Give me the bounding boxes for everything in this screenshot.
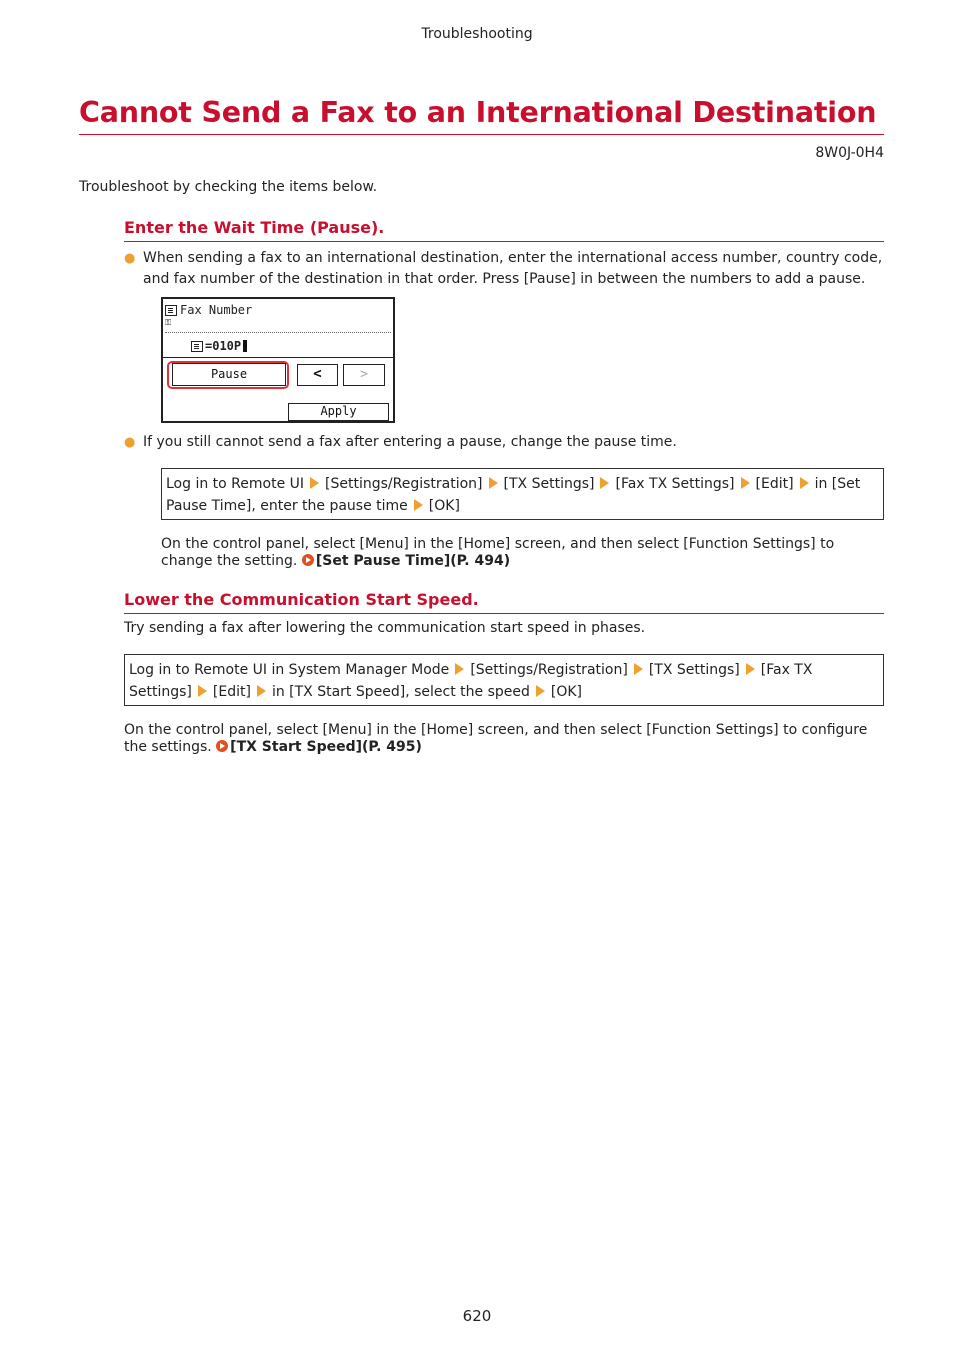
arrow-right-icon — [634, 663, 643, 675]
arrow-right-icon — [741, 477, 750, 489]
step: in [TX Start Speed], select the speed — [271, 684, 530, 700]
step: [OK] — [550, 684, 582, 700]
step: Log in to Remote UI in System Manager Mode — [129, 662, 450, 678]
link-arrow-icon — [216, 740, 228, 752]
fax-number-label: Fax Number — [180, 303, 253, 317]
page-number: 620 — [462, 1307, 492, 1325]
screen-divider — [163, 357, 393, 358]
fax-number-header — [165, 303, 252, 317]
procedure-box — [124, 654, 884, 706]
intro-text: Troubleshoot by checking the items below. — [79, 179, 378, 195]
arrow-right-icon — [746, 663, 755, 675]
arrow-right-icon — [800, 477, 809, 489]
pause-button[interactable]: Pause — [172, 363, 286, 386]
bullet-item — [124, 432, 884, 453]
fax-number-screen — [161, 297, 395, 423]
fax-number-entry — [191, 339, 247, 353]
text-cursor — [243, 340, 247, 352]
note-text: On the control panel, select [Menu] in the [Home] screen, and then select [Function Settings] to configure the settings. — [124, 722, 868, 755]
step: [TX Settings] — [503, 476, 595, 492]
section-heading-speed: Lower the Communication Start Speed. — [124, 589, 884, 614]
forward-button[interactable]: > — [343, 364, 385, 386]
step: [Settings/Registration] — [325, 476, 483, 492]
dotted-divider — [165, 332, 391, 333]
bullet-dot-icon: ● — [124, 251, 136, 266]
step: in [Set Pause Time], enter the pause time — [166, 476, 861, 514]
arrow-right-icon — [414, 499, 423, 511]
note-paragraph — [124, 722, 884, 756]
tx-start-speed-link[interactable]: [TX Start Speed](P. 495) — [230, 739, 422, 755]
fax-icon — [191, 341, 203, 352]
link-arrow-icon — [302, 554, 314, 566]
section-intro: Try sending a fax after lowering the communication start speed in phases. — [124, 620, 646, 636]
back-button[interactable]: < — [297, 364, 338, 386]
arrow-right-icon — [489, 477, 498, 489]
step: [Settings/Registration] — [470, 662, 628, 678]
apply-button[interactable]: Apply — [288, 403, 389, 421]
arrow-right-icon — [600, 477, 609, 489]
arrow-right-icon — [536, 685, 545, 697]
arrow-right-icon — [310, 477, 319, 489]
running-header: Troubleshooting — [421, 26, 533, 42]
fax-icon — [165, 305, 177, 316]
bullet-dot-icon: ● — [124, 435, 136, 450]
bullet-text: When sending a fax to an international destination, enter the international access number, country code, and fax number of the destination in that order. Press [Pause] in between the numbers to add a pause. — [143, 250, 883, 287]
bullet-text: If you still cannot send a fax after entering a pause, change the pause time. — [143, 434, 677, 450]
note-paragraph — [161, 536, 884, 570]
arrow-right-icon — [198, 685, 207, 697]
bullet-item — [124, 248, 884, 290]
step: [Edit] — [755, 476, 794, 492]
set-pause-time-link[interactable]: [Set Pause Time](P. 494) — [315, 553, 511, 569]
section-heading-pause: Enter the Wait Time (Pause). — [124, 217, 884, 242]
step: [Fax TX Settings] — [615, 476, 735, 492]
document-id: 8W0J-0H4 — [815, 145, 884, 161]
step: [TX Settings] — [648, 662, 740, 678]
arrow-right-icon — [257, 685, 266, 697]
note-text: On the control panel, select [Menu] in the [Home] screen, and then select [Function Settings] to change the setting. — [161, 536, 835, 569]
step: [OK] — [428, 498, 460, 514]
step: [Fax TX Settings] — [129, 662, 813, 700]
fax-number-value: =010P — [205, 339, 242, 353]
procedure-box — [161, 468, 884, 520]
step: [Edit] — [212, 684, 251, 700]
hook-icon: ⚿ — [165, 318, 172, 327]
arrow-right-icon — [455, 663, 464, 675]
step: Log in to Remote UI — [166, 476, 305, 492]
page-title: Cannot Send a Fax to an International Destination — [79, 96, 884, 135]
